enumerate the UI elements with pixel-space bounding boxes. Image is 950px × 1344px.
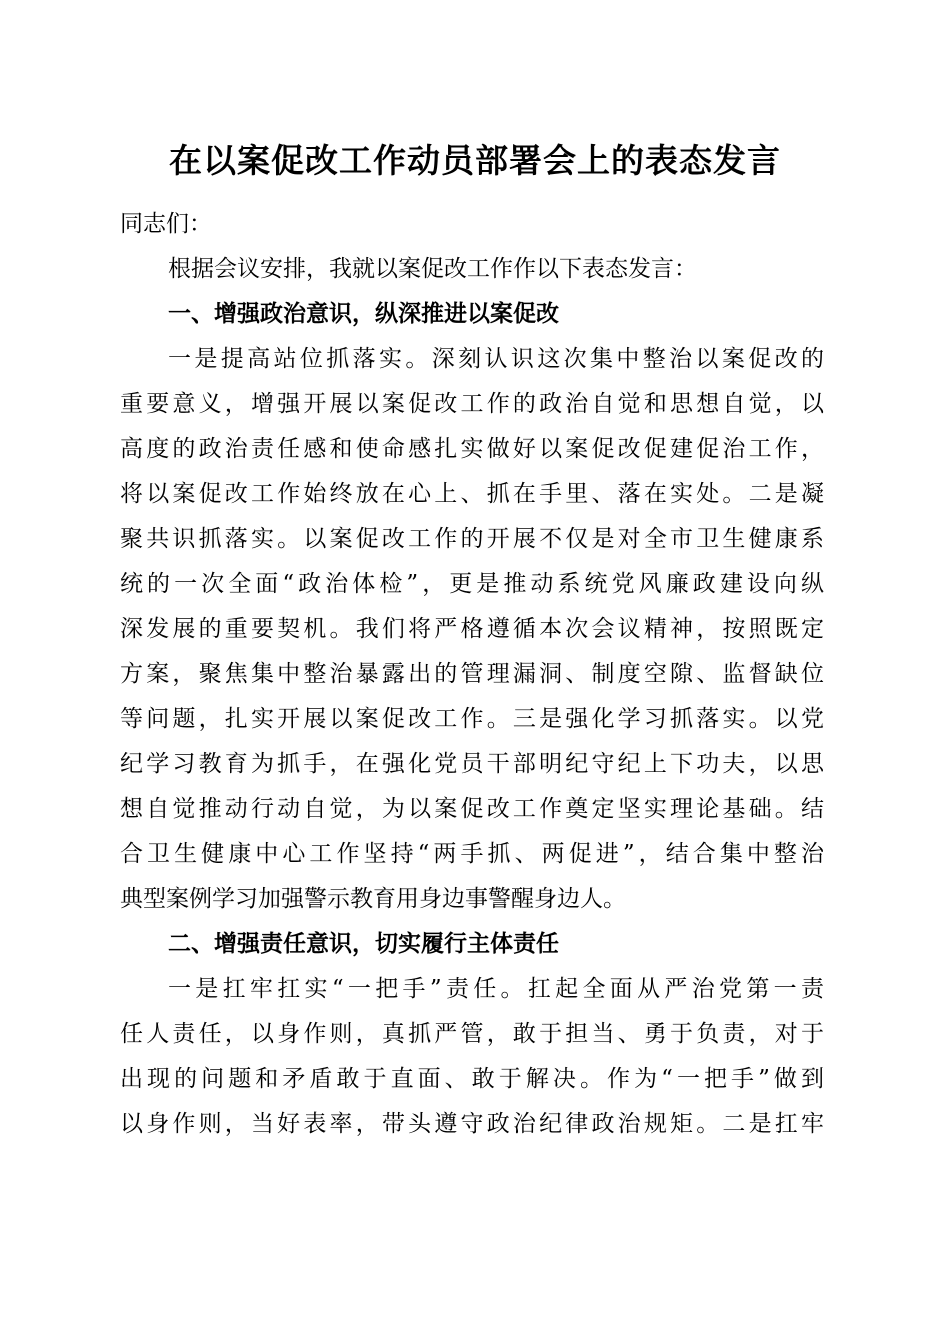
paragraph-line: 一是提高站位抓落实。深刻认识这次集中整治以案促改的 xyxy=(168,346,824,372)
intro-paragraph: 根据会议安排，我就以案促改工作作以下表态发言： xyxy=(168,256,697,282)
paragraph-line: 方案，聚焦集中整治暴露出的管理漏洞、制度空隙、监督缺位 xyxy=(120,661,824,687)
salutation: 同志们： xyxy=(120,211,212,237)
paragraph-line: 任人责任，以身作则，真抓严管，敢于担当、勇于负责，对于 xyxy=(120,1021,824,1047)
paragraph-line: 出现的问题和矛盾敢于直面、敢于解决。作为“一把手”做到 xyxy=(120,1066,824,1092)
paragraph-line: 统的一次全面“政治体检”，更是推动系统党风廉政建设向纵 xyxy=(120,571,824,597)
document-body xyxy=(120,202,824,1147)
paragraph-line: 合卫生健康中心工作坚持“两手抓、两促进”，结合集中整治 xyxy=(120,841,824,867)
paragraph-line: 典型案例学习加强警示教育用身边事警醒身边人。 xyxy=(120,886,626,912)
paragraph-line: 以身作则，当好表率，带头遵守政治纪律政治规矩。二是扛牢 xyxy=(120,1111,824,1137)
paragraph-line: 等问题，扎实开展以案促改工作。三是强化学习抓落实。以党 xyxy=(120,706,824,732)
paragraph-line: 高度的政治责任感和使命感扎实做好以案促改促建促治工作， xyxy=(120,436,824,462)
paragraph-line: 重要意义，增强开展以案促改工作的政治自觉和思想自觉，以 xyxy=(120,391,824,417)
paragraph-line: 聚共识抓落实。以案促改工作的开展不仅是对全市卫生健康系 xyxy=(120,526,824,552)
paragraph-line: 纪学习教育为抓手，在强化党员干部明纪守纪上下功夫，以思 xyxy=(120,751,824,777)
paragraph-line: 将以案促改工作始终放在心上、抓在手里、落在实处。二是凝 xyxy=(120,481,824,507)
paragraph-line: 想自觉推动行动自觉，为以案促改工作奠定坚实理论基础。结 xyxy=(120,796,824,822)
section-heading-1: 一、增强政治意识，纵深推进以案促改 xyxy=(168,301,559,327)
section-heading-2: 二、增强责任意识，切实履行主体责任 xyxy=(168,931,559,957)
document-title: 在以案促改工作动员部署会上的表态发言 xyxy=(169,141,781,180)
paragraph-line: 深发展的重要契机。我们将严格遵循本次会议精神，按照既定 xyxy=(120,616,824,642)
paragraph-line: 一是扛牢扛实“一把手”责任。扛起全面从严治党第一责 xyxy=(168,976,824,1002)
